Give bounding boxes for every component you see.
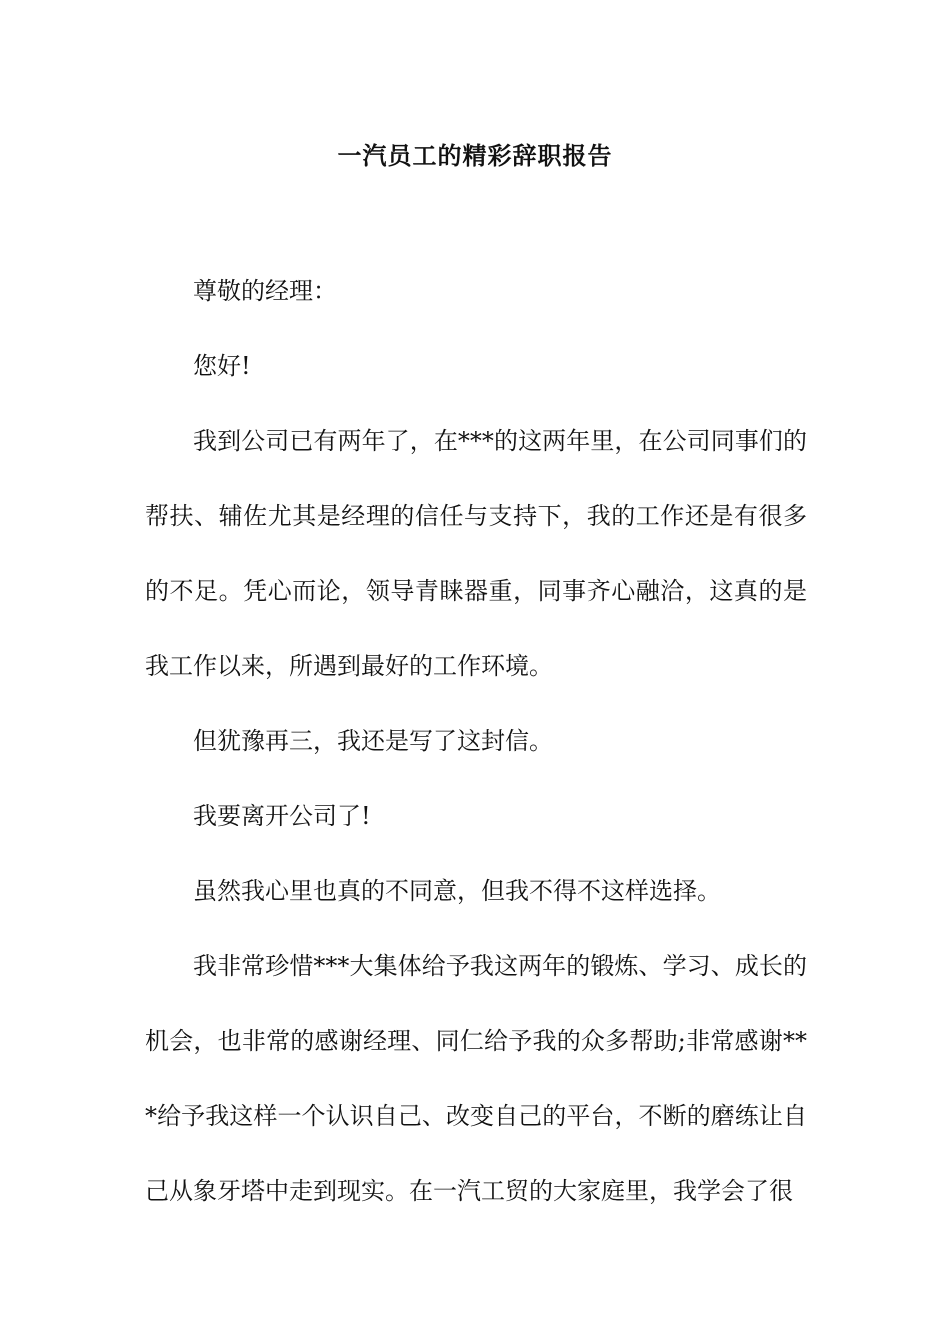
body-paragraph: 虽然我心里也真的不同意，但我不得不这样选择。 bbox=[193, 877, 721, 905]
greeting: 您好! bbox=[193, 352, 251, 380]
body-paragraph: 我非常珍惜***大集体给予我这两年的锻炼、学习、成长的机会，也非常的感谢经理、同仁给予我的众多帮助;非常感谢***给予我这样一个认识自己、改变自己的平台，不断的磨练让自己从象牙塔中走到现实。在一汽工贸的大家庭里，我学会了很 bbox=[145, 952, 807, 1205]
document-body bbox=[145, 254, 807, 1229]
body-paragraph: 我要离开公司了! bbox=[193, 802, 371, 830]
body-paragraph: 但犹豫再三，我还是写了这封信。 bbox=[193, 727, 553, 755]
salutation: 尊敬的经理： bbox=[193, 277, 337, 305]
body-paragraph: 我到公司已有两年了，在***的这两年里，在公司同事们的帮扶、辅佐尤其是经理的信任与支持下，我的工作还是有很多的不足。凭心而论，领导青睐器重，同事齐心融洽，这真的是我工作以来，所遇到最好的工作环境。 bbox=[145, 427, 807, 680]
document-title: 一汽员工的精彩辞职报告 bbox=[337, 141, 613, 170]
